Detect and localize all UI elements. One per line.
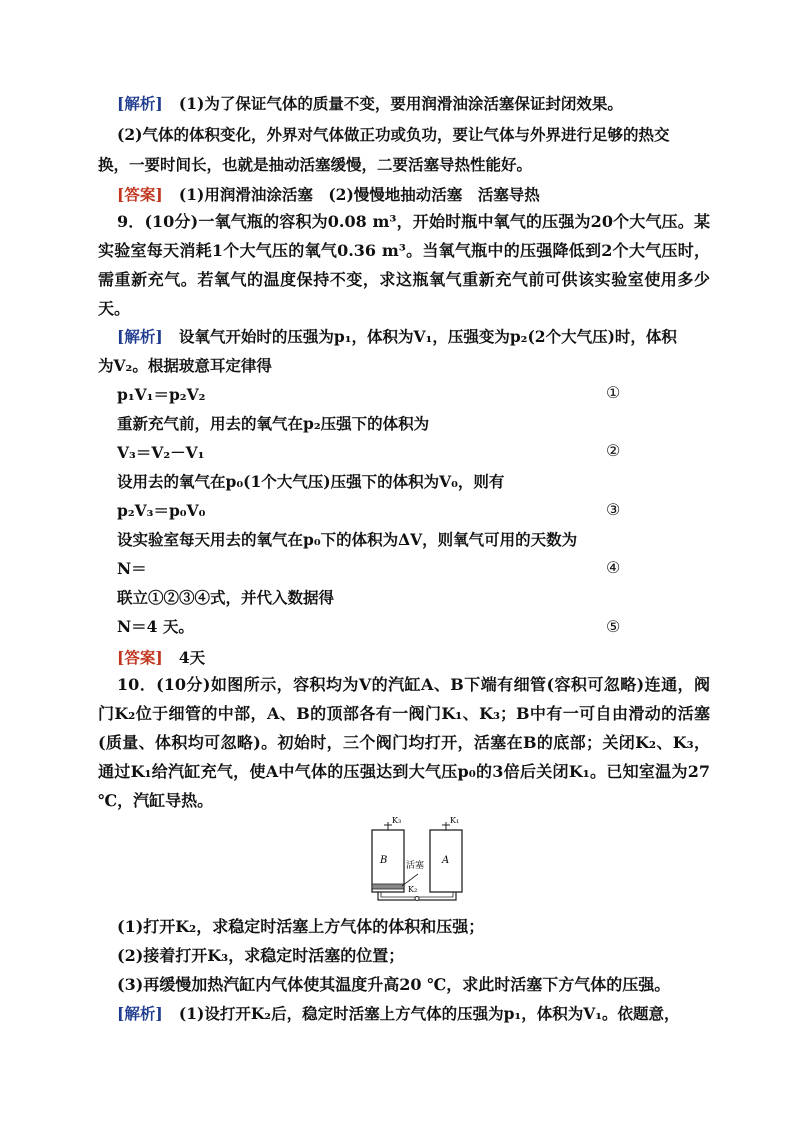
equation-number-1: ① (606, 383, 621, 402)
answer-tag: [答案] (117, 185, 163, 204)
subquestion-1: (1)打开K₂，求稳定时活塞上方气体的体积和压强； (117, 917, 485, 936)
cylinder-B (372, 830, 404, 892)
derivation-text-2: 设用去的氧气在p₀(1个大气压)压强下的体积为V₀，则有 (117, 472, 505, 491)
derivation-text-1: 重新充气前，用去的氧气在p₂压强下的体积为 (117, 414, 430, 433)
analysis-line-1 (117, 93, 623, 115)
analysis-text: (1)为了保证气体的质量不变，要用润滑油涂活塞保证封闭效果。 (178, 94, 623, 113)
equation-number-3: ③ (606, 500, 621, 519)
cylinder-diagram (366, 816, 470, 908)
analysis-text: (1)设打开K₂后，稳定时活塞上方气体的压强为p₁，体积为V₁。依题意， (178, 1004, 680, 1023)
equation-2: V₃＝V₂－V₁ (117, 443, 205, 462)
k2-valve-icon (415, 897, 419, 901)
label-K3: K₃ (392, 816, 402, 825)
equation-number-2: ② (606, 441, 621, 460)
equation-1: p₁V₁＝p₂V₂ (117, 385, 206, 404)
derivation-text-3: 设实验室每天用去的氧气在p₀下的体积为ΔV，则氧气可用的天数为 (117, 530, 578, 549)
equation-4: N＝ (117, 559, 147, 578)
analysis-line-2: (2)气体的体积变化，外界对气体做正功或负功，要让气体与外界进行足够的热交 (117, 125, 670, 144)
analysis3-line-1 (117, 1003, 680, 1025)
label-A: A (442, 855, 450, 866)
label-piston: 活塞 (406, 861, 425, 871)
label-K2: K₂ (408, 885, 418, 894)
equation-number-4: ④ (606, 558, 621, 577)
analysis-text: 设氧气开始时的压强为p₁，体积为V₁，压强变为p₂(2个大气压)时，体积 (178, 327, 677, 346)
analysis2-line-2: 为V₂。根据玻意耳定律得 (98, 356, 272, 375)
subquestion-2: (2)接着打开K₃，求稳定时活塞的位置； (117, 946, 405, 965)
label-K1: K₁ (450, 816, 460, 825)
analysis2-line-1 (117, 326, 677, 348)
answer-tag: [答案] (117, 648, 163, 667)
piston (372, 884, 404, 889)
question-9: 9．(10分)一氧气瓶的容积为0.08 m³，开始时瓶中氧气的压强为20个大气压。某实验室每天消耗1个大气压的氧气0.36 m³。当氧气瓶中的压强降低到2个大气压时，需重新充气。若氧气的温度保持不变，求这瓶氧气重新充气前可供该实验室使用多少天。 (98, 212, 710, 318)
label-B: B (380, 855, 388, 866)
equation-number-5: ⑤ (606, 617, 621, 636)
derivation-text-4: 联立①②③④式，并代入数据得 (117, 588, 335, 607)
analysis-tag: [解析] (117, 1004, 163, 1023)
answer-line-1 (117, 184, 540, 206)
answer-text: (1)用润滑油涂活塞 (2)慢慢地抽动活塞 活塞导热 (178, 185, 540, 204)
answer-line-2 (117, 647, 205, 669)
analysis-line-3: 换，一要时间长，也就是抽动活塞缓慢，二要活塞导热性能好。 (98, 155, 533, 174)
subquestion-3: (3)再缓慢加热汽缸内气体使其温度升高20 ℃，求此时活塞下方气体的压强。 (117, 975, 671, 994)
analysis-tag: [解析] (117, 327, 163, 346)
equation-5: N＝4 天。 (117, 617, 194, 636)
analysis-tag: [解析] (117, 94, 163, 113)
answer-text: 4天 (178, 648, 206, 667)
cylinder-diagram-svg (366, 816, 470, 908)
question-10: 10．(10分)如图所示，容积均为V的汽缸A、B下端有细管(容积可忽略)连通，阀门K₂位于细管的中部，A、B的顶部各有一阀门K₁、K₃；B中有一可自由滑动的活塞(质量、体积均可忽略)。初始时，三个阀门均打开，活塞在B的底部；关闭K₂、K₃，通过K₁给汽缸充气，使A中气体的压强达到大气压p₀的3倍后关闭K₁。已知室温为27 ℃，汽缸导热。 (98, 675, 710, 810)
equation-3: p₂V₃＝p₀V₀ (117, 501, 206, 520)
